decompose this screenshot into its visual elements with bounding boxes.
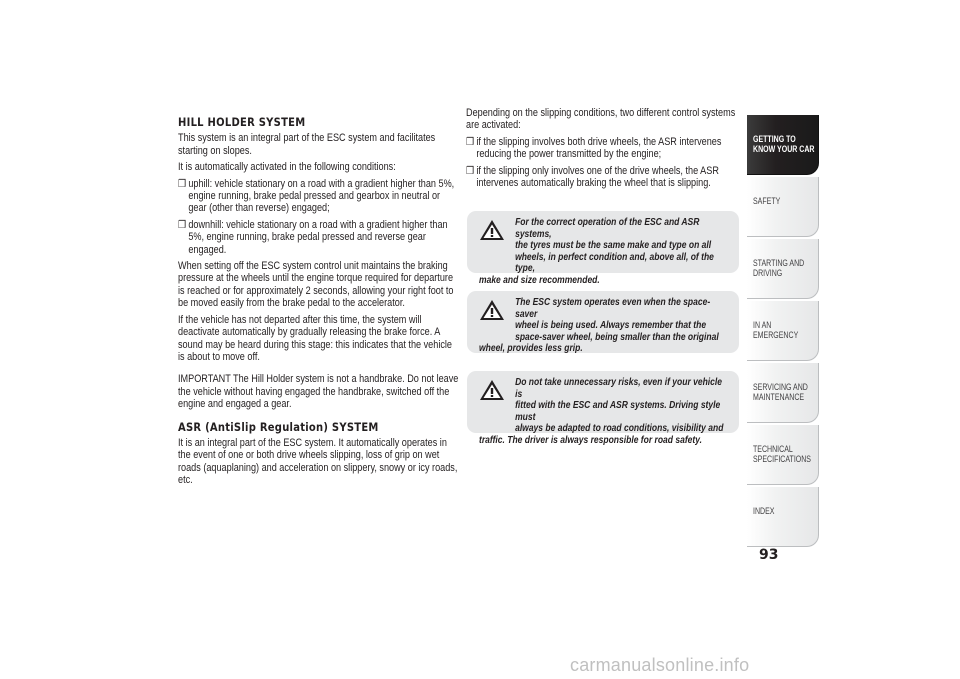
checkbox-bullet-icon: ❒	[466, 135, 475, 148]
tab-label: IN AN EMERGENCY	[753, 320, 799, 340]
heading-hill-holder: HILL HOLDER SYSTEM	[178, 115, 306, 129]
middle-column	[466, 107, 739, 193]
warning-box	[467, 211, 739, 286]
list-item-text: if the slipping only involves one of the drive wheels, the ASR intervenes automatically braking the wheel that is slipping.	[476, 164, 719, 190]
checkbox-bullet-icon: ❒	[178, 218, 187, 231]
list-item	[466, 165, 739, 190]
heading-asr: ASR (AntiSlip Regulation) SYSTEM	[178, 419, 379, 434]
list-item-text: if the slipping involves both drive wheels, the ASR intervenes reducing the power transmitted by the engine;	[476, 135, 722, 161]
tab-getting-to-know-your-car[interactable]	[747, 115, 819, 175]
tab-starting-and-driving[interactable]	[747, 239, 819, 299]
tab-index[interactable]	[747, 487, 819, 547]
tab-label: SERVICING AND MAINTENANCE	[753, 382, 808, 402]
paragraph: It is automatically activated in the following conditions:	[178, 161, 396, 174]
tab-label: SAFETY	[753, 196, 781, 206]
paragraph: If the vehicle has not departed after this time, the system will deactivate automatically by gradually releasing the brake force. A sound may be heard during this stage: this indicates that the vehicle is about to move off.	[178, 313, 452, 363]
checkbox-bullet-icon: ❒	[466, 164, 475, 177]
tab-servicing-and-maintenance[interactable]	[747, 363, 819, 423]
list-item	[466, 136, 739, 161]
warning-box	[467, 371, 739, 446]
tab-label: GETTING TO KNOW YOUR CAR	[753, 134, 815, 154]
list-item-text: downhill: vehicle stationary on a road with a gradient higher than 5%, engine running, brake pedal pressed and reverse gear engaged.	[188, 218, 448, 256]
paragraph: This system is an integral part of the ESC system and facilitates starting on slopes.	[178, 132, 436, 157]
paragraph: It is an integral part of the ESC system. It automatically operates in the event of one or both drive wheels slipping, loss of grip on wet roads (aquaplaning) and acceleration on slippery, snowy or icy roads, etc.	[178, 436, 458, 487]
tab-in-an-emergency[interactable]	[747, 301, 819, 361]
left-column	[178, 116, 458, 491]
checkbox-bullet-icon: ❒	[178, 177, 187, 190]
warning-box	[467, 291, 739, 353]
watermark: carmanualsonline.info	[570, 655, 750, 675]
warning-text: Do not take unnecessary risks, even if your vehicle is fitted with the ESC and ASR systems. Driving style must always be adapted to road conditions, visibility and traffic. The driver is always responsible for road safety.	[479, 377, 724, 446]
page-number: 93	[759, 547, 779, 563]
paragraph: When setting off the ESC system control unit maintains the braking pressure at the wheels until the engine torque required for departure is reached or for approximately 2 seconds, allowing your right foot to be moved easily from the brake pedal to the accelerator.	[178, 260, 454, 310]
list-item	[178, 219, 458, 256]
paragraph-important: IMPORTANT The Hill Holder system is not a handbrake. Do not leave the vehicle without having engaged the handbrake, switched off the engine and engaged a gear.	[178, 373, 459, 411]
warning-text: For the correct operation of the ESC and ASR systems, the tyres must be the same make and type on all wheels, in perfect condition and, above all, of the type, make and size recommended.	[479, 217, 714, 286]
warning-text: The ESC system operates even when the space-saver wheel is being used. Always remember that the space-saver wheel, being smaller than the original wheel, provides less grip.	[479, 297, 719, 355]
list-item-text: uphill: vehicle stationary on a road with a gradient higher than 5%, engine running, brake pedal pressed and gearbox in neutral or gear (other than reverse) engaged;	[188, 177, 455, 215]
tab-technical-specifications[interactable]	[747, 425, 819, 485]
tab-label: TECHNICAL SPECIFICATIONS	[753, 444, 811, 464]
tab-label: INDEX	[753, 506, 775, 516]
list-item	[178, 178, 458, 215]
tab-safety[interactable]	[747, 177, 819, 237]
tab-label: STARTING AND DRIVING	[753, 258, 805, 278]
paragraph: Depending on the slipping conditions, two different control systems are activated:	[466, 107, 736, 132]
